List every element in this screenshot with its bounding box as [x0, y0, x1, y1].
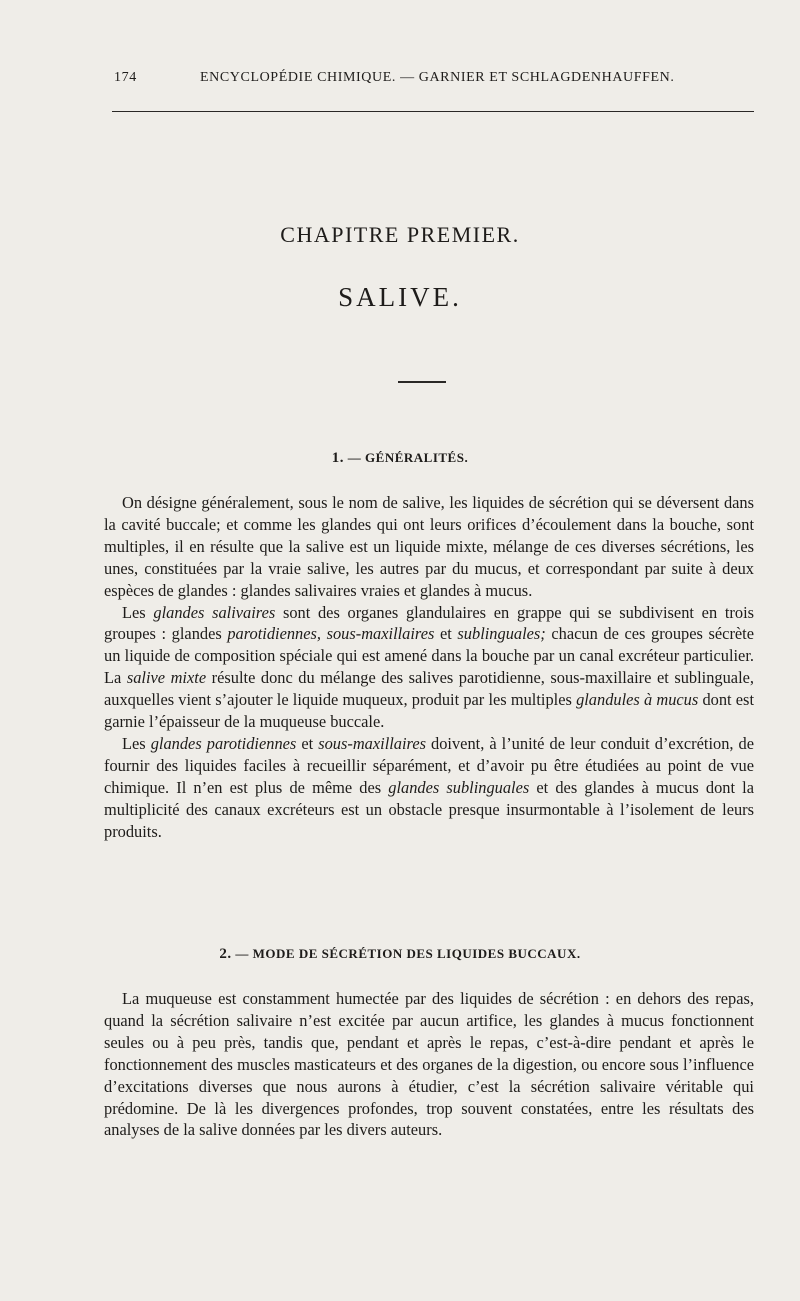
- chapter-rule: [398, 381, 446, 383]
- italic-text: salive mixte: [126, 668, 207, 688]
- header-rule: [112, 111, 754, 112]
- italic-text: glandes sublinguales: [388, 777, 530, 797]
- section-number: 2.: [219, 946, 232, 962]
- section-heading-2: [0, 946, 800, 963]
- paragraph: [104, 733, 754, 843]
- section-title: — MODE DE SÉCRÉTION DES LIQUIDES BUCCAUX.: [235, 946, 581, 961]
- italic-text: glandes parotidiennes: [150, 733, 297, 753]
- running-title: ENCYCLOPÉDIE CHIMIQUE. — GARNIER ET SCHLAGDENHAUFFEN.: [200, 70, 675, 85]
- text-run: dont est garnie l’épaisseur de la muqueuse buccale.: [104, 690, 754, 732]
- section-title: — GÉNÉRALITÉS.: [347, 450, 469, 465]
- paragraph: [104, 988, 754, 1141]
- text-run: On désigne généralement, sous le nom de salive, les liquides de sécrétion qui se déversent dans la cavité buccale; et comme les glandes qui ont leurs orifices d’écoulement dans la bouche, sont multiples, il en résulte que la salive est un liquide mixte, mélange de ces diverses sécrétions, les unes, constituées par la vraie salive, les autres par du mucus, et correspondant par suite à deux espèces de glandes : glandes salivaires vraies et glandes à mucus.: [104, 493, 754, 600]
- text-run: Les: [122, 733, 151, 753]
- page-number: 174: [114, 70, 137, 85]
- text-run: La muqueuse est constamment humectée par des liquides de sécrétion : en dehors des repas, quand la sécrétion salivaire n’est excitée par aucun artifice, les glandes à mucus fonctionnent seules ou à peu près, tandis que, pendant et après le repas, c’est-à-dire pendant et après le fonctionnement des muscles masticateurs et des organes de la digestion, ou encore sous l’influence d’excitations diverses que nous aurons à étudier, c’est la sécrétion salivaire véritable qui prédomine. De là les divergences profondes, trop souvent constatées, entre les résultats des analyses de la salive données par les divers auteurs.: [104, 989, 754, 1140]
- section-heading-1: [0, 450, 800, 467]
- text-run: sont des organes glandulaires en grappe qui se subdivisent en trois groupes : glandes: [104, 602, 754, 644]
- italic-text: sublinguales;: [457, 624, 546, 644]
- italic-text: parotidiennes, sous-maxillaires: [227, 624, 435, 644]
- chapter-subject: SALIVE.: [338, 282, 462, 312]
- text-run: et: [296, 733, 319, 753]
- text-run: et: [434, 624, 458, 644]
- text-run: et des glandes à mucus dont la multiplicité des canaux excréteurs est un obstacle presque insurmontable à l’isolement de leurs produits.: [104, 777, 755, 841]
- section-body-2: [104, 988, 754, 1141]
- section-body-1: [104, 492, 754, 843]
- chapter-label: CHAPITRE PREMIER.: [280, 222, 520, 247]
- italic-text: glandes salivaires: [153, 602, 276, 622]
- italic-text: sous-maxillaires: [318, 733, 426, 753]
- text-run: Les: [122, 602, 154, 622]
- paragraph: [104, 492, 754, 602]
- italic-text: glandules à mucus: [576, 690, 699, 710]
- text-run: résulte donc du mélange des salives parotidienne, sous-maxillaire et sublinguale, auxquelles vient s’ajouter le liquide muqueux, produit par les multiples: [104, 668, 754, 710]
- paragraph: [104, 602, 754, 733]
- section-number: 1.: [331, 450, 345, 466]
- text-run: chacun de ces groupes sécrète un liquide de composition spéciale qui est amené dans la bouche par un canal excréteur particulier. La: [104, 624, 755, 688]
- text-run: doivent, à l’unité de leur conduit d’excrétion, de fournir des liquides faciles à recueillir séparément, et d’avoir pu être étudiées au point de vue chimique. Il n’en est plus de même des: [104, 733, 755, 797]
